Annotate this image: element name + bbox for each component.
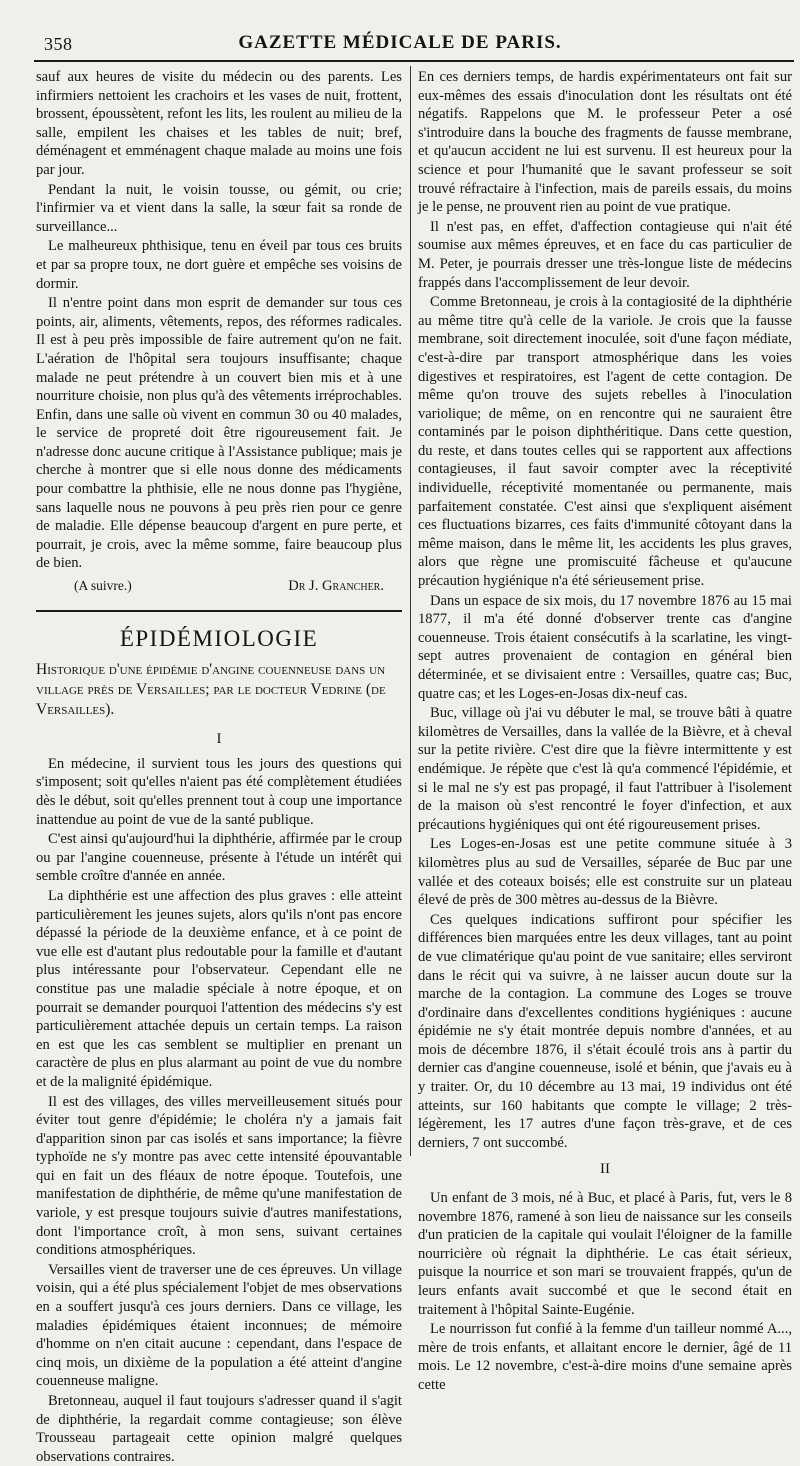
article-title: Historique d'une épidémie d'angine couenneuse dans un village près de Versailles; par le docteur Vedrine (de Versailles). xyxy=(36,661,386,719)
author-signature: Dr J. Grancher. xyxy=(288,578,384,595)
paragraph: Un enfant de 3 mois, né à Buc, et placé à Paris, fut, vers le 8 novembre 1876, ramené à son lieu de naissance sur les conseils d'un praticien de la capitale qui voulait l'éloigner de la famille nourricière où régnait la diphthérie. Le cas était sérieux, puisque la nourrice et son mari se trouvaient frappés, qu'un de leurs enfants avait succombé et que le second était en traitement à l'hôpital Sainte-Eugénie. xyxy=(418,1190,792,1318)
left-column xyxy=(36,68,402,1465)
paragraph: En médecine, il survient tous les jours des questions qui s'imposent; soit qu'elles n'aient pas été complètement étudiées dès le début, soit qu'elles prennent tout à coup une importance inattendue au point de vue de la santé publique. xyxy=(36,755,402,828)
paragraph: Comme Bretonneau, je crois à la contagiosité de la diphthérie au même titre qu'à celle de la variole. Je crois que la fausse membrane, soit directement inoculée, soit d'une façon médiate, c'est-à-dire par transport atmosphérique dans les voies digestives et respiratoires, est l'agent de cette contagion. De même qu'on trouve des sujets rebelles à l'inoculation variolique; de même, on en rencontre qui ne sauraient être contaminés par le poison diphthéritique. Dans cette question, du reste, et dans toutes celles qui se rapportent aux affections contagieuses, il faut savoir compter avec la réceptivité individuelle, réceptivité momentanée ou permanente, mais parfaitement constatée. C'est ainsi que s'expliquent aisément ces fluctuations bizarres, ces faits d'immunité côtoyant dans la même maison, dans le même lit, les accidents les plus graves, alors que règne une promiscuité fâcheuse et qu'aucune précaution hygiénique n'a été sérieusement prise. xyxy=(418,294,792,590)
header-rule xyxy=(34,60,794,62)
paragraph: En ces derniers temps, de hardis expérimentateurs ont fait sur eux-mêmes des essais d'inoculation dont les résultats ont été négatifs. Rappelons que M. le professeur Peter a osé s'introduire dans la bouche des fragments de fausse membrane, et qu'aucun accident ne lui est survenu. Il est heureux pour la science et pour l'humanité que le savant professeur se soit trouvé réfractaire à l'infection, mais de pareils essais, du moins je le pense, ne prouvent rien au point de vue pratique. xyxy=(418,69,792,216)
paragraph: Il n'est pas, en effet, d'affection contagieuse qui n'ait été soumise aux mêmes épreuves, et en face du cas particulier de M. Peter, je pourrais dresser une très-longue liste de médecins frappés dans l'accomplissement de leur devoir. xyxy=(418,218,792,291)
page-number: 358 xyxy=(44,34,73,54)
paragraph: Il est des villages, des villes merveilleusement situés pour éviter tout genre d'épidémie; le choléra n'y a jamais fait d'apparition sinon par cas isolés et sans importance; la fièvre typhoïde ne s'y montre pas avec cette intensité épouvantable qui en fait un des fléaux de notre époque. Toutefois, une manifestation de diphthérie, de même qu'une manifestation de variole, y est presque toujours suivie d'autres manifestations, dont l'importance croît, à mon sens, suivant certaines conditions atmosphériques. xyxy=(36,1093,402,1259)
right-column xyxy=(418,68,792,1393)
paragraph: Les Loges-en-Josas est une petite commune située à 3 kilomètres plus au sud de Versailles, séparée de Buc par une vallée et des coteaux boisés; elle est construite sur un plateau élevé de près de 300 mètres au-dessus de la Bièvre. xyxy=(418,836,792,909)
paragraph: Dans un espace de six mois, du 17 novembre 1876 au 15 mai 1877, il m'a été donné d'observer trente cas d'angine couenneuse. Trois étaient consécutifs à la scarlatine, les vingt-sept autres provenaient de contagion en général bien déterminée, et se divisaient entre : Versailles, quatre cas; Buc, quatre cas; et les Loges-en-Josas dix-neuf cas. xyxy=(418,592,792,702)
paragraph: sauf aux heures de visite du médecin ou des parents. Les infirmiers nettoient les crachoirs et les vases de nuit, frottent, brossent, époussètent, refont les lits, les roulent au milieu de la salle, empilent les chaises et les tables de nuit; bref, déménagent et emménagent chaque malade au moins une fois par jour. xyxy=(36,69,402,178)
section-title: ÉPIDÉMIOLOGIE xyxy=(119,625,319,651)
paragraph: Pendant la nuit, le voisin tousse, ou gémit, ou crie; l'infirmier va et vient dans la salle, la sœur fait sa ronde de surveillance... xyxy=(36,181,402,235)
paragraph: Ces quelques indications suffiront pour spécifier les différences bien marquées entre les deux villages, tant au point de vue climatérique qu'au point de vue sanitaire; elles serviront dans le récit qui va suivre, à ne laisser aucun doute sur la marche de la contagion. La commune des Loges se trouve d'ordinaire dans d'excellentes conditions hygiéniques : aucune épidémie ne s'y était montrée depuis nombre d'années, et au mois de décembre 1876, il s'était écoulé trois ans à partir du dernier cas d'angine couenneuse, isolé et bénin, que j'avais eu à y traiter. Or, du 10 décembre au 13 mai, 19 individus ont été atteints, sur 160 habitants que compte le village; 2 très-légèrement, les 17 autres d'une façon très-grave, et de ces derniers, 7 ont succombé. xyxy=(418,911,792,1151)
running-title: GAZETTE MÉDICALE DE PARIS. xyxy=(238,32,562,53)
paragraph: Bretonneau, auquel il faut toujours s'adresser quand il s'agit de diphthérie, la regardait comme contagieuse; son élève Trousseau partageait cette opinion malgré quelques observations contraires. xyxy=(36,1393,402,1465)
column-divider xyxy=(410,66,411,1156)
paragraph: C'est ainsi qu'aujourd'hui la diphthérie, affirmée par le croup ou par l'angine couenneuse, présente à l'étude un intérêt qui semble croître d'année en année. xyxy=(36,831,402,885)
paragraph: Le malheureux phthisique, tenu en éveil par tous ces bruits et par sa propre toux, ne dort guère et empêche ses voisins de dormir. xyxy=(36,238,402,292)
part-number: I xyxy=(216,731,222,748)
paragraph: La diphthérie est une affection des plus graves : elle atteint particulièrement les jeunes sujets, alors qu'ils n'ont pas encore dépassé la période de la deuxième enfance, et à ce point de vue elle est d'autant plus redoutable pour la famille et d'autant plus intéressante pour l'observateur. Cependant elle ne constitue pas une maladie spéciale à notre époque, et on pourrait se demander pourquoi l'attention des médecins s'y est particulièrement attachée depuis un certain temps. La raison en est que les cas semblent se multiplier en prenant un caractère de plus en plus alarmant au point de vue du nombre et de la malignité épidémique. xyxy=(36,887,402,1090)
part-number: II xyxy=(600,1161,610,1178)
paragraph: Il n'entre point dans mon esprit de demander sur tous ces points, air, aliments, vêtements, repos, des réformes radicales. Il est à peu près impossible de faire autrement qu'on ne fait. L'aération de l'hôpital sera toujours insuffisante; chaque malade ne peut prétendre à un couvert bien mis et à une nourriture choisie, non plus qu'à des vêtements irréprochables. Enfin, dans une salle où vivent en commun 30 ou 40 malades, le service de propreté doit être rigoureusement fait. Je n'adresse donc aucune critique à l'Assistance publique; mais je cherche à montrer que si elle nous donne des médicaments pour combattre la phthisie, elle ne nous donne pas l'hygiène, sans laquelle nous ne pouvons à peu près rien pour ce genre de maladie. Elle dépense beaucoup d'argent en pure perte, et pourrait, je crois, avec la même somme, faire beaucoup plus de bien. xyxy=(36,295,402,572)
page-header xyxy=(0,26,800,56)
paragraph: Le nourrisson fut confié à la femme d'un tailleur nommé A..., mère de trois enfants, et allaitant encore le dernier, âgé de 11 mois. Le 12 novembre, c'est-à-dire moins d'une semaine après cette xyxy=(418,1321,792,1393)
paragraph: Buc, village où j'ai vu débuter le mal, se trouve bâti à quatre kilomètres de Versailles, dans la vallée de la Bièvre, et à cheval sur la petite rivière. C'est dire que la fièvre intermittente y est endémique. Je répète que c'est là qu'a commencé l'épidémie, et si le mal ne s'y est pas propagé, il faut l'attribuer à l'isolement de la maison où s'est rencontré le foyer d'infection, et aux précautions hygiéniques qui ont été rigoureusement prises. xyxy=(418,705,792,833)
article-signature xyxy=(36,577,402,596)
paragraph: Versailles vient de traverser une de ces épreuves. Un village voisin, qui a été plus spécialement l'objet de mes observations en a souffert jusqu'à ces jours derniers. Dans ce village, les maladies épidémiques étaient inconnues; de mémoire d'homme on n'en citait aucune : cependant, dans l'espace de cinq mois, un dixième de la population a été atteint d'angine couenneuse maligne. xyxy=(36,1261,402,1390)
to-be-continued-note: (A suivre.) xyxy=(74,578,132,594)
section-rule xyxy=(36,610,402,612)
